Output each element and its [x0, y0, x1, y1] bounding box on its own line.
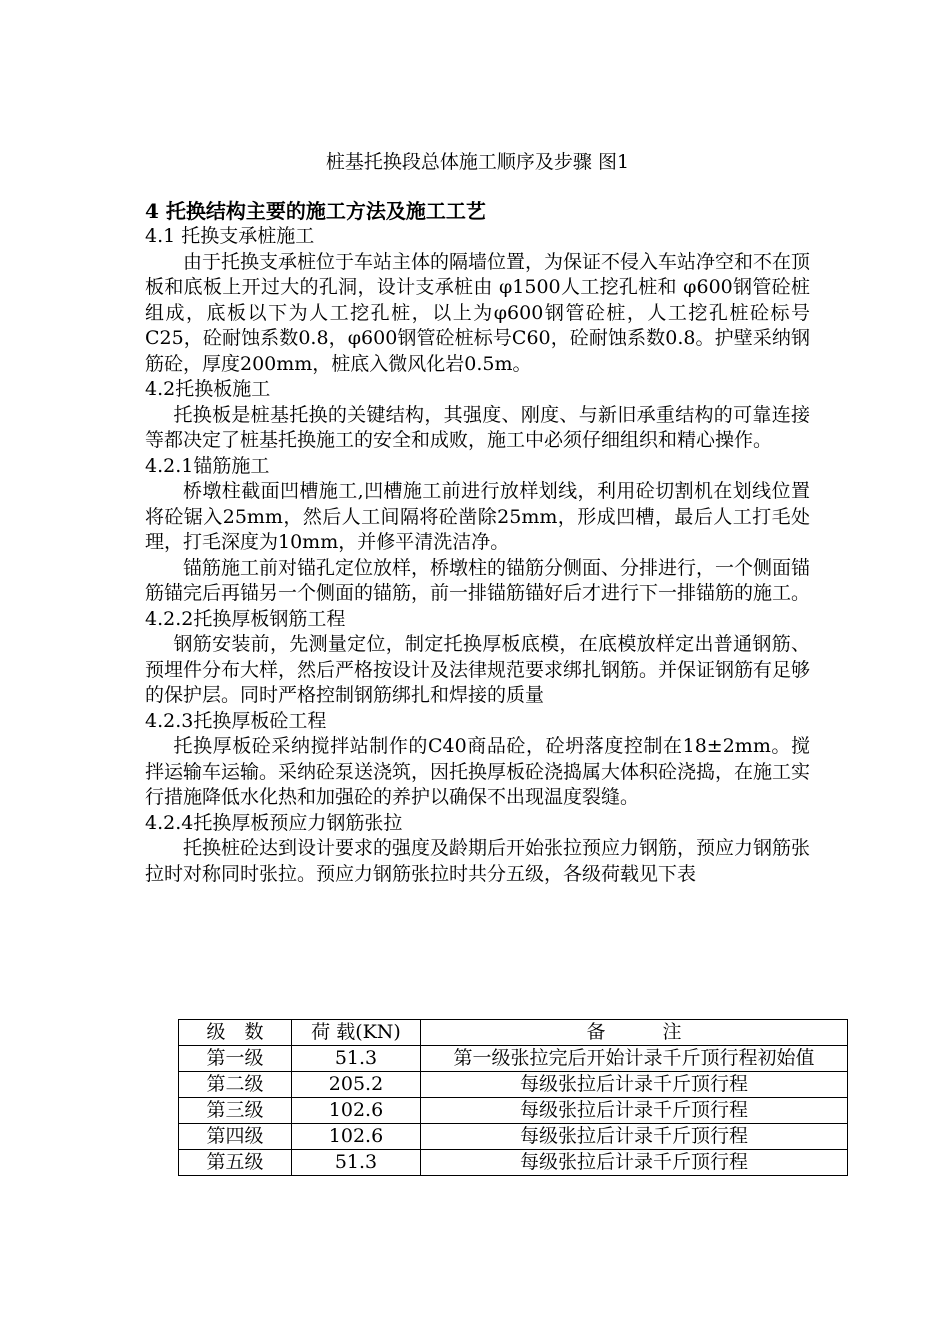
subsection-4-2-heading: 4.2托换板施工 — [145, 378, 271, 400]
table-row — [179, 1072, 848, 1098]
table-cell: 第二级 — [179, 1072, 292, 1098]
table-row — [179, 1124, 848, 1150]
table-cell: 205.2 — [292, 1072, 421, 1098]
table-cell: 每级张拉后计录千斤顶行程 — [421, 1124, 848, 1150]
table-header-cell: 备 注 — [421, 1020, 848, 1046]
subsection-4-2-2-heading: 4.2.2托换厚板钢筋工程 — [145, 607, 346, 630]
table-cell: 每级张拉后计录千斤顶行程 — [421, 1098, 848, 1124]
table-header-cell: 荷 载(KN) — [292, 1020, 421, 1046]
table-cell: 每级张拉后计录千斤顶行程 — [421, 1072, 848, 1098]
table-header-row — [179, 1020, 848, 1046]
subsection-4-2-1-paragraph-2: 锚筋施工前对锚孔定位放样，桥墩柱的锚筋分侧面、分排进行，一个侧面锚筋锚完后再锚另一个侧面的锚筋，前一排锚筋锚好后才进行下一排锚筋的施工。 — [145, 556, 811, 604]
subsection-4-2-3-heading: 4.2.3托换厚板砼工程 — [145, 709, 327, 732]
subsection-4-2-1-heading: 4.2.1锚筋施工 — [145, 454, 270, 477]
document-body — [145, 198, 810, 887]
subsection-4-2-4-heading: 4.2.4托换厚板预应力钢筋张拉 — [145, 811, 403, 834]
table-cell: 51.3 — [292, 1150, 421, 1176]
subsection-4-1-heading: 4.1 托换支承桩施工 — [145, 225, 315, 247]
subsection-4-1-paragraph: 由于托换支承桩位于车站主体的隔墙位置，为保证不侵入车站净空和不在顶板和底板上开过大的孔洞，设计支承桩由 φ1500人工挖孔桩和 φ600钢管砼桩组成，底板以下为人工挖孔桩，以上为φ600钢管砼桩，人工挖孔桩砼标号C25，砼耐蚀系数0.8，φ600钢管砼桩标号C60，砼耐蚀系数0.8。护壁采纳钢筋砼，厚度200mm，桩底入微风化岩0.5m。 — [145, 250, 811, 375]
subsection-4-2-1-paragraph-1: 桥墩柱截面凹槽施工,凹槽施工前进行放样划线，利用砼切割机在划线位置将砼锯入25mm，然后人工间隔将砼凿除25mm，形成凹槽，最后人工打毛处理，打毛深度为10mm，并修平清洗洁净。 — [145, 480, 810, 553]
table-cell: 第五级 — [179, 1150, 292, 1176]
subsection-4-2-4-paragraph: 托换桩砼达到设计要求的强度及龄期后开始张拉预应力钢筋，预应力钢筋张拉时对称同时张拉。预应力钢筋张拉时共分五级，各级荷载见下表 — [145, 837, 811, 885]
figure-caption: 桩基托换段总体施工顺序及步骤 图1 — [325, 151, 630, 173]
subsection-4-2-2-paragraph: 钢筋安装前，先测量定位，制定托换厚板底模，在底模放样定出普通钢筋、预埋件分布大样，然后严格按设计及法律规范要求绑扎钢筋。并保证钢筋有足够的保护层。同时严格控制钢筋绑扎和焊接的质量 — [145, 633, 811, 706]
table-cell: 102.6 — [292, 1098, 421, 1124]
table-cell: 第四级 — [179, 1124, 292, 1150]
table-cell: 第一级张拉完后开始计录千斤顶行程初始值 — [421, 1046, 848, 1072]
table-cell: 第三级 — [179, 1098, 292, 1124]
table-row — [179, 1046, 848, 1072]
table-cell: 102.6 — [292, 1124, 421, 1150]
table-cell: 51.3 — [292, 1046, 421, 1072]
table-row — [179, 1098, 848, 1124]
load-table — [178, 1019, 848, 1176]
table-cell: 第一级 — [179, 1046, 292, 1072]
section-heading: 4 托换结构主要的施工方法及施工工艺 — [145, 199, 486, 223]
table-header-cell: 级 数 — [179, 1020, 292, 1046]
table-cell: 每级张拉后计录千斤顶行程 — [421, 1150, 848, 1176]
table-row — [179, 1150, 848, 1176]
subsection-4-2-3-paragraph: 托换厚板砼采纳搅拌站制作的C40商品砼，砼坍落度控制在18±2mm。搅拌运输车运输。采纳砼泵送浇筑，因托换厚板砼浇捣属大体积砼浇捣，在施工实行措施降低水化热和加强砼的养护以确保不出现温度裂缝。 — [145, 735, 811, 808]
subsection-4-2-paragraph: 托换板是桩基托换的关键结构，其强度、刚度、与新旧承重结构的可靠连接等都决定了桩基托换施工的安全和成败，施工中必须仔细组织和精心操作。 — [145, 403, 810, 451]
